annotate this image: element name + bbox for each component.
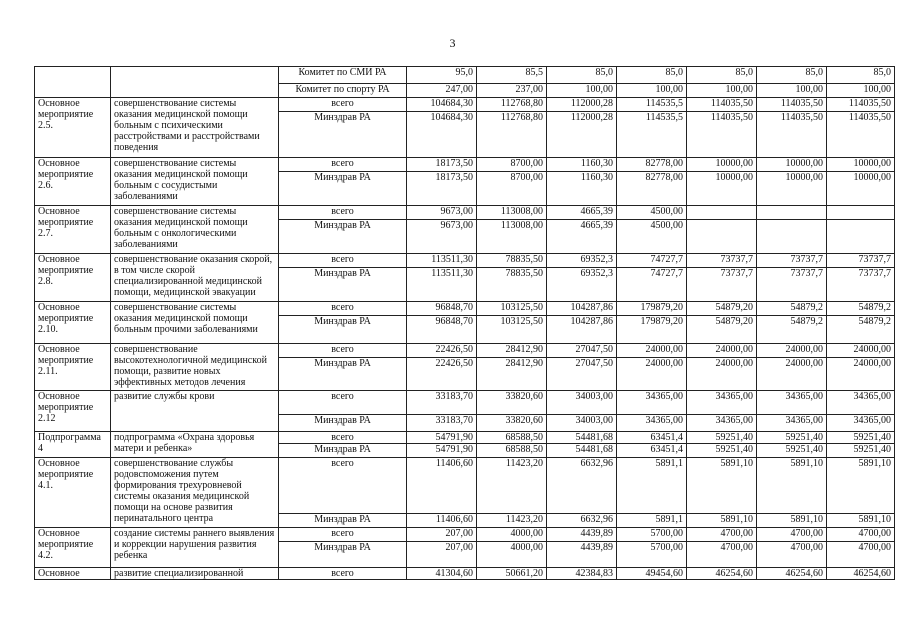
executor-cell: всего bbox=[279, 158, 407, 172]
table-row bbox=[35, 528, 895, 542]
description-cell: развитие специализированной bbox=[111, 568, 279, 580]
amount-cell: 100,00 bbox=[827, 84, 895, 98]
executor-cell: Минздрав РА bbox=[279, 542, 407, 568]
table-row bbox=[35, 206, 895, 220]
amount-cell: 27047,50 bbox=[547, 358, 617, 391]
amount-cell: 96848,70 bbox=[407, 316, 477, 344]
amount-cell: 33183,70 bbox=[407, 415, 477, 432]
amount-cell: 78835,50 bbox=[477, 268, 547, 302]
amount-cell: 9673,00 bbox=[407, 220, 477, 254]
amount-cell: 96848,70 bbox=[407, 302, 477, 316]
description-cell: совершенствование системы оказания медицинской помощи больным с онкологическими заболеваниями bbox=[111, 206, 279, 254]
amount-cell: 34365,00 bbox=[827, 415, 895, 432]
amount-cell: 8700,00 bbox=[477, 158, 547, 172]
amount-cell: 112768,80 bbox=[477, 98, 547, 112]
amount-cell: 34365,00 bbox=[757, 391, 827, 415]
amount-cell: 73737,7 bbox=[757, 254, 827, 268]
amount-cell: 59251,40 bbox=[687, 432, 757, 444]
amount-cell: 33183,70 bbox=[407, 391, 477, 415]
activity-cell: Основное мероприятие 4.2. bbox=[35, 528, 111, 568]
amount-cell: 46254,60 bbox=[757, 568, 827, 580]
amount-cell: 114535,5 bbox=[617, 98, 687, 112]
table-row bbox=[35, 158, 895, 172]
activity-cell: Основное мероприятие 4.1. bbox=[35, 458, 111, 528]
amount-cell: 54481,68 bbox=[547, 432, 617, 444]
executor-cell: Минздрав РА bbox=[279, 444, 407, 458]
amount-cell: 22426,50 bbox=[407, 344, 477, 358]
amount-cell: 104684,30 bbox=[407, 98, 477, 112]
amount-cell: 74727,7 bbox=[617, 254, 687, 268]
budget-table bbox=[34, 66, 895, 580]
amount-cell: 63451,4 bbox=[617, 432, 687, 444]
amount-cell: 18173,50 bbox=[407, 172, 477, 206]
amount-cell: 114535,5 bbox=[617, 112, 687, 158]
amount-cell: 69352,3 bbox=[547, 254, 617, 268]
amount-cell: 112000,28 bbox=[547, 98, 617, 112]
executor-cell: Минздрав РА bbox=[279, 268, 407, 302]
executor-cell: Минздрав РА bbox=[279, 415, 407, 432]
amount-cell: 207,00 bbox=[407, 528, 477, 542]
amount-cell: 46254,60 bbox=[827, 568, 895, 580]
description-cell: совершенствование службы родовспоможения путем формирования трехуровневой системы оказания медицинской помощи на основе развития перинатального центра bbox=[111, 458, 279, 528]
description-cell: развитие службы крови bbox=[111, 391, 279, 432]
amount-cell: 104684,30 bbox=[407, 112, 477, 158]
amount-cell: 10000,00 bbox=[827, 172, 895, 206]
amount-cell: 24000,00 bbox=[687, 358, 757, 391]
amount-cell: 104287,86 bbox=[547, 316, 617, 344]
table-row bbox=[35, 458, 895, 514]
amount-cell: 4700,00 bbox=[687, 528, 757, 542]
amount-cell: 114035,50 bbox=[757, 98, 827, 112]
amount-cell: 27047,50 bbox=[547, 344, 617, 358]
amount-cell: 4700,00 bbox=[757, 528, 827, 542]
amount-cell: 8700,00 bbox=[477, 172, 547, 206]
amount-cell: 85,0 bbox=[827, 67, 895, 84]
table-row bbox=[35, 432, 895, 444]
amount-cell: 73737,7 bbox=[687, 268, 757, 302]
amount-cell: 24000,00 bbox=[617, 358, 687, 391]
amount-cell: 59251,40 bbox=[827, 432, 895, 444]
amount-cell: 4700,00 bbox=[827, 542, 895, 568]
amount-cell: 113511,30 bbox=[407, 254, 477, 268]
table-row bbox=[35, 254, 895, 268]
amount-cell: 4700,00 bbox=[827, 528, 895, 542]
description-cell: создание системы раннего выявления и коррекции нарушения развития ребенка bbox=[111, 528, 279, 568]
amount-cell: 5891,1 bbox=[617, 458, 687, 514]
amount-cell: 6632,96 bbox=[547, 514, 617, 528]
amount-cell: 112000,28 bbox=[547, 112, 617, 158]
amount-cell: 103125,50 bbox=[477, 302, 547, 316]
executor-cell: всего bbox=[279, 302, 407, 316]
amount-cell: 114035,50 bbox=[827, 112, 895, 158]
activity-cell: Подпрограмма 4 bbox=[35, 432, 111, 458]
executor-cell: Минздрав РА bbox=[279, 358, 407, 391]
amount-cell: 24000,00 bbox=[757, 358, 827, 391]
amount-cell: 114035,50 bbox=[687, 98, 757, 112]
table-row bbox=[35, 568, 895, 580]
amount-cell: 95,0 bbox=[407, 67, 477, 84]
amount-cell bbox=[757, 220, 827, 254]
amount-cell: 113511,30 bbox=[407, 268, 477, 302]
activity-cell bbox=[35, 67, 111, 98]
amount-cell: 59251,40 bbox=[687, 444, 757, 458]
executor-cell: всего bbox=[279, 458, 407, 514]
amount-cell: 179879,20 bbox=[617, 316, 687, 344]
amount-cell bbox=[687, 220, 757, 254]
executor-cell: Минздрав РА bbox=[279, 112, 407, 158]
amount-cell: 113008,00 bbox=[477, 220, 547, 254]
amount-cell: 1160,30 bbox=[547, 158, 617, 172]
amount-cell: 34365,00 bbox=[687, 391, 757, 415]
amount-cell: 5891,10 bbox=[687, 514, 757, 528]
table-row bbox=[35, 302, 895, 316]
amount-cell: 74727,7 bbox=[617, 268, 687, 302]
amount-cell: 4665,39 bbox=[547, 206, 617, 220]
table-row bbox=[35, 344, 895, 358]
amount-cell: 54879,2 bbox=[757, 302, 827, 316]
executor-cell: всего bbox=[279, 206, 407, 220]
amount-cell: 10000,00 bbox=[687, 172, 757, 206]
amount-cell: 4700,00 bbox=[757, 542, 827, 568]
amount-cell: 5891,10 bbox=[687, 458, 757, 514]
executor-cell: Минздрав РА bbox=[279, 316, 407, 344]
amount-cell: 6632,96 bbox=[547, 458, 617, 514]
amount-cell: 100,00 bbox=[757, 84, 827, 98]
amount-cell: 4439,89 bbox=[547, 542, 617, 568]
amount-cell: 63451,4 bbox=[617, 444, 687, 458]
amount-cell: 207,00 bbox=[407, 542, 477, 568]
amount-cell: 5891,10 bbox=[757, 458, 827, 514]
amount-cell: 85,0 bbox=[757, 67, 827, 84]
amount-cell bbox=[757, 206, 827, 220]
executor-cell: всего bbox=[279, 528, 407, 542]
amount-cell: 24000,00 bbox=[617, 344, 687, 358]
description-cell bbox=[111, 67, 279, 98]
amount-cell: 247,00 bbox=[407, 84, 477, 98]
amount-cell: 59251,40 bbox=[827, 444, 895, 458]
amount-cell: 11406,60 bbox=[407, 514, 477, 528]
amount-cell: 33820,60 bbox=[477, 391, 547, 415]
amount-cell: 5700,00 bbox=[617, 542, 687, 568]
amount-cell: 179879,20 bbox=[617, 302, 687, 316]
amount-cell: 5891,10 bbox=[827, 514, 895, 528]
amount-cell: 28412,90 bbox=[477, 344, 547, 358]
amount-cell: 68588,50 bbox=[477, 432, 547, 444]
amount-cell: 4000,00 bbox=[477, 542, 547, 568]
executor-cell: Минздрав РА bbox=[279, 220, 407, 254]
amount-cell: 24000,00 bbox=[827, 344, 895, 358]
amount-cell: 85,5 bbox=[477, 67, 547, 84]
amount-cell: 11423,20 bbox=[477, 458, 547, 514]
amount-cell: 104287,86 bbox=[547, 302, 617, 316]
amount-cell: 24000,00 bbox=[757, 344, 827, 358]
amount-cell: 34003,00 bbox=[547, 415, 617, 432]
amount-cell: 85,0 bbox=[547, 67, 617, 84]
activity-cell: Основное мероприятие 2.11. bbox=[35, 344, 111, 391]
page-number: 3 bbox=[449, 36, 456, 50]
amount-cell: 59251,40 bbox=[757, 444, 827, 458]
executor-cell: всего bbox=[279, 432, 407, 444]
amount-cell: 18173,50 bbox=[407, 158, 477, 172]
amount-cell: 24000,00 bbox=[687, 344, 757, 358]
amount-cell: 24000,00 bbox=[827, 358, 895, 391]
amount-cell: 4439,89 bbox=[547, 528, 617, 542]
amount-cell: 34365,00 bbox=[617, 415, 687, 432]
amount-cell: 78835,50 bbox=[477, 254, 547, 268]
description-cell: совершенствование системы оказания медицинской помощи больным с сосудистыми заболеваниями bbox=[111, 158, 279, 206]
amount-cell: 100,00 bbox=[617, 84, 687, 98]
amount-cell: 54879,2 bbox=[827, 302, 895, 316]
amount-cell: 82778,00 bbox=[617, 172, 687, 206]
amount-cell: 237,00 bbox=[477, 84, 547, 98]
activity-cell: Основное мероприятие 2.8. bbox=[35, 254, 111, 302]
amount-cell: 42384,83 bbox=[547, 568, 617, 580]
amount-cell: 41304,60 bbox=[407, 568, 477, 580]
amount-cell: 5891,10 bbox=[827, 458, 895, 514]
activity-cell: Основное bbox=[35, 568, 111, 580]
activity-cell: Основное мероприятие 2.6. bbox=[35, 158, 111, 206]
amount-cell: 59251,40 bbox=[757, 432, 827, 444]
amount-cell: 54791,90 bbox=[407, 432, 477, 444]
activity-cell: Основное мероприятие 2.12 bbox=[35, 391, 111, 432]
amount-cell: 5891,1 bbox=[617, 514, 687, 528]
description-cell: подпрограмма «Охрана здоровья матери и ребенка» bbox=[111, 432, 279, 458]
amount-cell: 113008,00 bbox=[477, 206, 547, 220]
amount-cell: 34365,00 bbox=[617, 391, 687, 415]
table-row bbox=[35, 98, 895, 112]
executor-cell: Минздрав РА bbox=[279, 172, 407, 206]
amount-cell: 54879,20 bbox=[687, 316, 757, 344]
amount-cell: 4665,39 bbox=[547, 220, 617, 254]
executor-cell: всего bbox=[279, 568, 407, 580]
amount-cell: 54879,2 bbox=[757, 316, 827, 344]
amount-cell: 54791,90 bbox=[407, 444, 477, 458]
amount-cell: 33820,60 bbox=[477, 415, 547, 432]
amount-cell: 5891,10 bbox=[757, 514, 827, 528]
amount-cell: 114035,50 bbox=[687, 112, 757, 158]
amount-cell: 54879,2 bbox=[827, 316, 895, 344]
table-row bbox=[35, 67, 895, 84]
amount-cell: 10000,00 bbox=[757, 172, 827, 206]
amount-cell: 5700,00 bbox=[617, 528, 687, 542]
amount-cell: 54481,68 bbox=[547, 444, 617, 458]
amount-cell: 85,0 bbox=[687, 67, 757, 84]
amount-cell: 9673,00 bbox=[407, 206, 477, 220]
amount-cell: 22426,50 bbox=[407, 358, 477, 391]
amount-cell: 103125,50 bbox=[477, 316, 547, 344]
amount-cell bbox=[827, 220, 895, 254]
amount-cell bbox=[687, 206, 757, 220]
amount-cell: 50661,20 bbox=[477, 568, 547, 580]
amount-cell: 10000,00 bbox=[757, 158, 827, 172]
amount-cell: 34365,00 bbox=[757, 415, 827, 432]
description-cell: совершенствование оказания скорой, в том числе скорой специализированной медицинской помощи, медицинской эвакуации bbox=[111, 254, 279, 302]
amount-cell: 73737,7 bbox=[757, 268, 827, 302]
description-cell: совершенствование системы оказания медицинской помощи больным с психическими расстройствами и расстройствами поведения bbox=[111, 98, 279, 158]
amount-cell: 49454,60 bbox=[617, 568, 687, 580]
amount-cell: 100,00 bbox=[687, 84, 757, 98]
amount-cell: 54879,20 bbox=[687, 302, 757, 316]
amount-cell: 1160,30 bbox=[547, 172, 617, 206]
amount-cell: 85,0 bbox=[617, 67, 687, 84]
amount-cell: 73737,7 bbox=[827, 254, 895, 268]
activity-cell: Основное мероприятие 2.7. bbox=[35, 206, 111, 254]
executor-cell: Минздрав РА bbox=[279, 514, 407, 528]
amount-cell: 28412,90 bbox=[477, 358, 547, 391]
amount-cell: 34003,00 bbox=[547, 391, 617, 415]
amount-cell: 34365,00 bbox=[687, 415, 757, 432]
executor-cell: Комитет по спорту РА bbox=[279, 84, 407, 98]
amount-cell: 114035,50 bbox=[827, 98, 895, 112]
executor-cell: всего bbox=[279, 98, 407, 112]
amount-cell: 73737,7 bbox=[687, 254, 757, 268]
amount-cell: 82778,00 bbox=[617, 158, 687, 172]
amount-cell: 34365,00 bbox=[827, 391, 895, 415]
amount-cell: 11423,20 bbox=[477, 514, 547, 528]
amount-cell: 10000,00 bbox=[687, 158, 757, 172]
activity-cell: Основное мероприятие 2.10. bbox=[35, 302, 111, 344]
amount-cell: 73737,7 bbox=[827, 268, 895, 302]
amount-cell: 10000,00 bbox=[827, 158, 895, 172]
description-cell: совершенствование высокотехнологичной медицинской помощи, развитие новых эффективных методов лечения bbox=[111, 344, 279, 391]
amount-cell: 114035,50 bbox=[757, 112, 827, 158]
description-cell: совершенствование системы оказания медицинской помощи больным прочими заболеваниями bbox=[111, 302, 279, 344]
amount-cell: 69352,3 bbox=[547, 268, 617, 302]
amount-cell: 4500,00 bbox=[617, 206, 687, 220]
amount-cell: 11406,60 bbox=[407, 458, 477, 514]
activity-cell: Основное мероприятие 2.5. bbox=[35, 98, 111, 158]
amount-cell: 112768,80 bbox=[477, 112, 547, 158]
amount-cell bbox=[827, 206, 895, 220]
amount-cell: 4700,00 bbox=[687, 542, 757, 568]
executor-cell: всего bbox=[279, 344, 407, 358]
table-row bbox=[35, 391, 895, 415]
amount-cell: 4500,00 bbox=[617, 220, 687, 254]
amount-cell: 46254,60 bbox=[687, 568, 757, 580]
amount-cell: 100,00 bbox=[547, 84, 617, 98]
executor-cell: всего bbox=[279, 254, 407, 268]
executor-cell: всего bbox=[279, 391, 407, 415]
amount-cell: 4000,00 bbox=[477, 528, 547, 542]
amount-cell: 68588,50 bbox=[477, 444, 547, 458]
executor-cell: Комитет по СМИ РА bbox=[279, 67, 407, 84]
